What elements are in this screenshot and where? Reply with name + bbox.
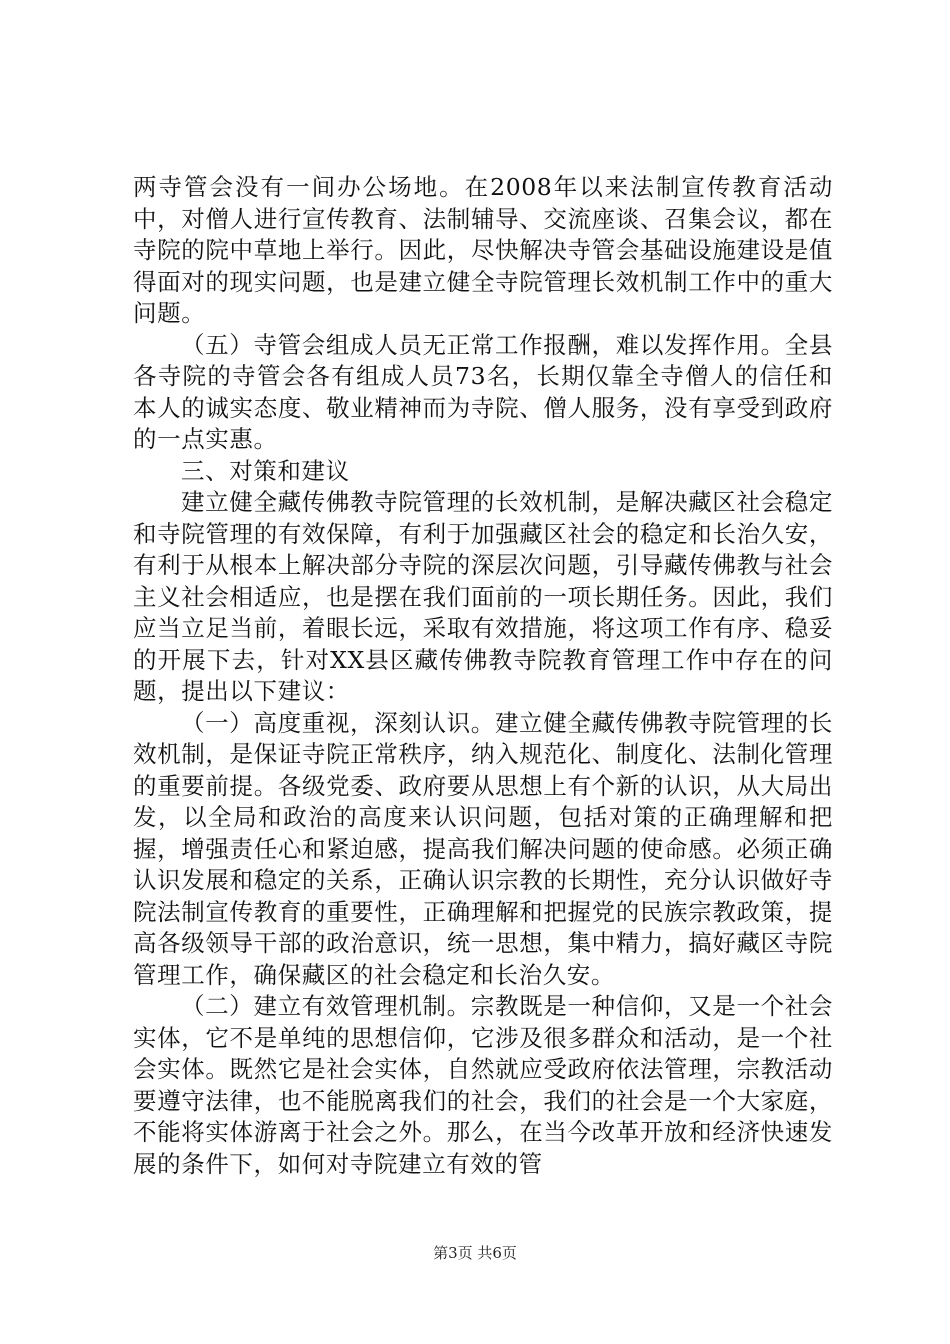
- page-footer: 第3页 共6页: [433, 1244, 517, 1262]
- paragraph-item-one: （一）高度重视，深刻认识。建立健全藏传佛教寺院管理的长效机制，是保证寺院正常秩序，纳入规范化、制度化、法制化管理的重要前提。各级党委、政府要从思想上有个新的认识，从大局出发，以全局和政治的高度来认识问题，包括对策的正确理解和把握，增强责任心和紧迫感，提高我们解决问题的使命感。必须正确认识发展和稳定的关系，正确认识宗教的长期性，充分认识做好寺院法制宣传教育的重要性，正确理解和把握党的民族宗教政策，提高各级领导干部的政治意识，统一思想，集中精力，搞好藏区寺院管理工作，确保藏区的社会稳定和长治久安。: [133, 708, 833, 989]
- paragraph-item-five: （五）寺管会组成人员无正常工作报酬，难以发挥作用。全县各寺院的寺管会各有组成人员73名，长期仅靠全寺僧人的信任和本人的诚实态度、敬业精神而为寺院、僧人服务，没有享受到政府的一点实惠。: [133, 330, 833, 453]
- paragraph-intro: 建立健全藏传佛教寺院管理的长效机制，是解决藏区社会稳定和寺院管理的有效保障，有利于加强藏区社会的稳定和长治久安，有利于从根本上解决部分寺院的深层次问题，引导藏传佛教与社会主义社会相适应，也是摆在我们面前的一项长期任务。因此，我们应当立足当前，着眼长远，采取有效措施，将这项工作有序、稳妥的开展下去，针对XX县区藏传佛教寺院教育管理工作中存在的问题，提出以下建议：: [133, 488, 833, 705]
- paragraph-continuation: 两寺管会没有一间办公场地。在2008年以来法制宣传教育活动中，对僧人进行宣传教育、法制辅导、交流座谈、召集会议，都在寺院的院中草地上举行。因此，尽快解决寺管会基础设施建设是值得面对的现实问题，也是建立健全寺院管理长效机制工作中的重大问题。: [133, 173, 833, 327]
- document-body: [133, 172, 833, 1180]
- paragraph-item-two: （二）建立有效管理机制。宗教既是一种信仰，又是一个社会实体，它不是单纯的思想信仰，它涉及很多群众和活动，是一个社会实体。既然它是社会实体，自然就应受政府依法管理，宗教活动要遵守法律，也不能脱离我们的社会，我们的社会是一个大家庭，不能将实体游离于社会之外。那么，在当今改革开放和经济快速发展的条件下，如何对寺院建立有效的管: [133, 992, 833, 1178]
- section-heading-3: 三、对策和建议: [181, 456, 350, 485]
